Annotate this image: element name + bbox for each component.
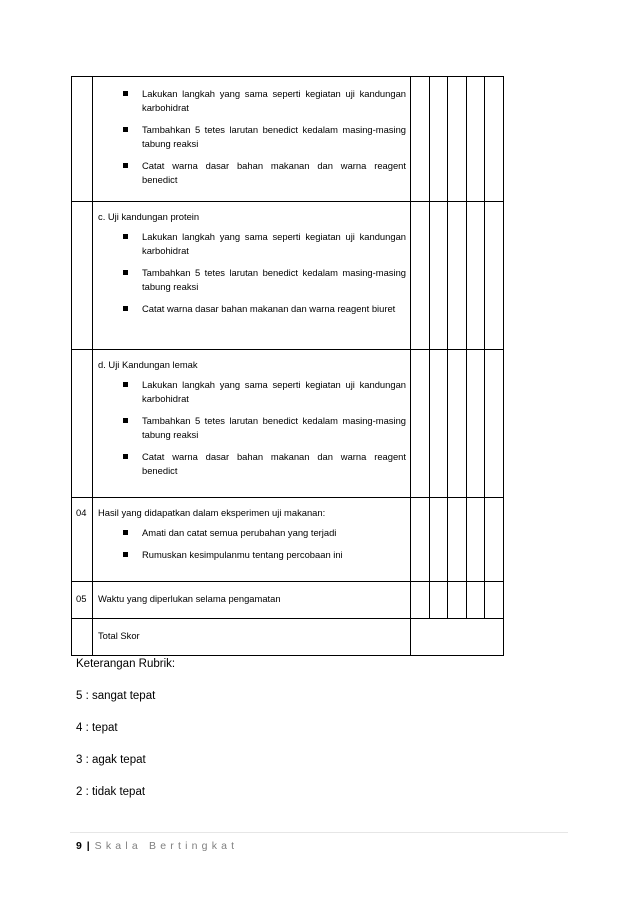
table-row xyxy=(72,202,504,350)
score-cell xyxy=(467,202,485,350)
number-cell xyxy=(72,77,93,202)
score-cell xyxy=(448,202,467,350)
step-list xyxy=(98,378,406,478)
total-score-cell xyxy=(411,619,504,656)
list-item: Tambahkan 5 tetes larutan benedict kedalam masing-masing tabung reaksi xyxy=(98,266,406,294)
square-bullet-icon xyxy=(123,91,128,96)
row-number: 05 xyxy=(72,582,93,619)
score-cell xyxy=(467,582,485,619)
list-item: Catat warna dasar bahan makanan dan warna reagent biuret xyxy=(98,302,406,316)
score-cell xyxy=(448,582,467,619)
scale-item: 3 : agak tepat xyxy=(76,754,146,766)
score-cell xyxy=(430,202,448,350)
score-cell xyxy=(485,498,504,582)
list-item: Lakukan langkah yang sama seperti kegiatan uji kandungan karbohidrat xyxy=(98,378,406,406)
square-bullet-icon xyxy=(123,454,128,459)
square-bullet-icon xyxy=(123,163,128,168)
score-cell xyxy=(485,202,504,350)
step-list xyxy=(98,87,406,187)
scale-item: 4 : tepat xyxy=(76,722,118,734)
criteria-cell xyxy=(93,582,411,619)
page-footer xyxy=(76,840,238,852)
step-list xyxy=(98,526,406,562)
footer-separator: | xyxy=(86,840,90,852)
scale-item: 5 : sangat tepat xyxy=(76,690,156,702)
score-cell xyxy=(448,77,467,202)
section-heading: d. Uji Kandungan lemak xyxy=(98,359,198,370)
score-cell xyxy=(411,202,430,350)
score-cell xyxy=(485,77,504,202)
rubric-table xyxy=(71,76,504,656)
score-cell xyxy=(430,350,448,498)
score-cell xyxy=(430,77,448,202)
score-cell xyxy=(430,498,448,582)
footer-title: Skala Bertingkat xyxy=(94,840,239,852)
total-score-label: Total Skor xyxy=(98,630,140,641)
score-cell xyxy=(411,77,430,202)
score-cell xyxy=(411,582,430,619)
table-row xyxy=(72,582,504,619)
score-cell xyxy=(467,350,485,498)
square-bullet-icon xyxy=(123,382,128,387)
table-row xyxy=(72,77,504,202)
score-cell xyxy=(430,582,448,619)
criteria-cell xyxy=(93,498,411,582)
number-cell xyxy=(72,619,93,656)
score-cell xyxy=(485,350,504,498)
criteria-cell xyxy=(93,350,411,498)
notes-heading: Keterangan Rubrik: xyxy=(76,658,176,670)
table-row xyxy=(72,350,504,498)
table-row-total xyxy=(72,619,504,656)
list-item: Catat warna dasar bahan makanan dan warna reagent benedict xyxy=(98,450,406,478)
square-bullet-icon xyxy=(123,552,128,557)
score-cell xyxy=(448,498,467,582)
square-bullet-icon xyxy=(123,306,128,311)
list-item: Amati dan catat semua perubahan yang terjadi xyxy=(98,526,406,540)
criteria-text: Hasil yang didapatkan dalam eksperimen uji makanan: xyxy=(98,507,326,518)
score-cell xyxy=(448,350,467,498)
score-cell xyxy=(485,582,504,619)
score-cell xyxy=(411,498,430,582)
number-cell xyxy=(72,202,93,350)
square-bullet-icon xyxy=(123,270,128,275)
number-cell xyxy=(72,350,93,498)
square-bullet-icon xyxy=(123,234,128,239)
table-row xyxy=(72,498,504,582)
step-list xyxy=(98,230,406,316)
score-cell xyxy=(467,498,485,582)
score-cell xyxy=(411,350,430,498)
total-label-cell xyxy=(93,619,411,656)
list-item: Lakukan langkah yang sama seperti kegiatan uji kandungan karbohidrat xyxy=(98,230,406,258)
section-heading: c. Uji kandungan protein xyxy=(98,211,200,222)
square-bullet-icon xyxy=(123,127,128,132)
list-item: Tambahkan 5 tetes larutan benedict kedalam masing-masing tabung reaksi xyxy=(98,414,406,442)
criteria-cell xyxy=(93,77,411,202)
footer-divider xyxy=(70,832,568,833)
scale-item: 2 : tidak tepat xyxy=(76,786,146,798)
criteria-text: Waktu yang diperlukan selama pengamatan xyxy=(98,593,281,604)
criteria-cell xyxy=(93,202,411,350)
rubric-notes xyxy=(76,656,175,816)
list-item: Lakukan langkah yang sama seperti kegiatan uji kandungan karbohidrat xyxy=(98,87,406,115)
list-item: Catat warna dasar bahan makanan dan warna reagent benedict xyxy=(98,159,406,187)
score-cell xyxy=(467,77,485,202)
page-number: 9 xyxy=(76,840,82,852)
list-item: Rumuskan kesimpulanmu tentang percobaan ini xyxy=(98,548,406,562)
square-bullet-icon xyxy=(123,418,128,423)
row-number: 04 xyxy=(72,498,93,582)
square-bullet-icon xyxy=(123,530,128,535)
list-item: Tambahkan 5 tetes larutan benedict kedalam masing-masing tabung reaksi xyxy=(98,123,406,151)
